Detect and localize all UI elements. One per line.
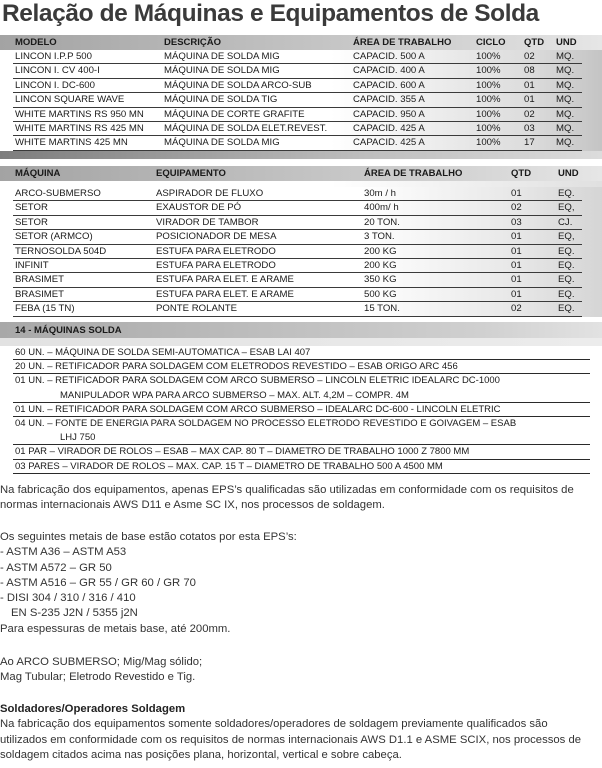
table-cell: MÁQUINA DE SOLDA MIG	[164, 51, 280, 62]
table-cell: CAPACID. 950 A	[353, 108, 425, 120]
table-cell: 03	[524, 122, 535, 134]
machines-table	[0, 35, 602, 159]
table-cell: VIRADOR DE TAMBOR	[156, 216, 259, 228]
table-cell: 01	[524, 79, 535, 91]
page-title: Relação de Máquinas e Equipamentos de Solda	[2, 0, 539, 27]
table-cell: EXAUSTOR DE PÓ	[156, 202, 242, 214]
paragraph-welders	[0, 702, 602, 763]
table-cell: 100%	[476, 94, 501, 106]
table-cell: EQ,	[558, 202, 575, 214]
header-und: UND	[558, 168, 579, 179]
header-maquina: MÁQUINA	[15, 168, 61, 179]
table-cell: CAPACID. 425 A	[353, 137, 425, 149]
header-descricao: DESCRIÇÃO	[164, 37, 222, 48]
text-line: Ao ARCO SUBMERSO; Mig/Mag sólido;	[0, 656, 203, 668]
table-cell: 01	[511, 288, 522, 300]
welding-machine-text: 60 UN. – MÁQUINA DE SOLDA SEMI-AUTOMATICA – ESAB LAI 407	[15, 347, 311, 358]
welding-machine-text: 20 UN. – RETIFICADOR PARA SOLDAGEM COM ELETRODOS REVESTIDO – ESAB ORIGO ARC 456	[15, 361, 458, 373]
welding-machine-text: MANIPULADOR WPA PARA ARCO SUBMERSO – MAX. ALT. 4,2M – COMPR. 4M	[60, 389, 409, 401]
table-cell: 100%	[476, 79, 501, 91]
table-cell: MÁQUINA DE SOLDA ELET.REVEST.	[164, 122, 328, 134]
table-cell: ESTUFA PARA ELET. E ARAME	[156, 288, 294, 300]
table-cell: 30m / h	[364, 188, 396, 199]
table-cell: 08	[524, 65, 535, 77]
text-line: normas internacionais AWS D11 e Asme SC IX, nos processos de soldagem.	[0, 499, 385, 512]
table-cell: MÁQUINA DE SOLDA ARCO-SUB	[164, 79, 312, 91]
table-cell: CAPACID. 600 A	[353, 79, 425, 91]
header-ciclo: CICLO	[476, 37, 506, 48]
table-cell: 3 TON.	[364, 231, 395, 243]
table-cell: 17	[524, 137, 535, 149]
equipment-table-header	[0, 166, 602, 181]
table-cell: FEBA (15 TN)	[15, 303, 75, 315]
machines-table-header	[0, 35, 602, 50]
table-cell: 100%	[476, 108, 501, 120]
table-cell: 01	[511, 231, 522, 243]
header-qtd: QTD	[524, 37, 545, 48]
table-cell: MQ.	[556, 122, 575, 134]
table-cell: MQ.	[556, 79, 575, 91]
text-line: Mag Tubular; Eletrodo Revestido e Tig.	[0, 671, 196, 684]
equipment-table	[0, 166, 602, 317]
machine-row	[0, 93, 602, 107]
table-cell: MÁQUINA DE SOLDA MIG	[164, 137, 280, 149]
welding-machine-item	[0, 460, 602, 474]
text-line: utilizados em conformidade com os requisitos de normas internacionais AWS D1.1 e ASME SCIX, nos processos de	[0, 733, 582, 746]
table-cell: LINCON SQUARE WAVE	[15, 94, 125, 106]
welding-machine-text: 03 PARES – VIRADOR DE ROLOS – MAX. CAP. 15 T – DIAMETRO DE TRABALHO 500 A 4500 MM	[15, 460, 443, 472]
table-cell: WHITE MARTINS RS 950 MN	[15, 108, 144, 120]
item-underline	[13, 473, 590, 474]
list-item: EN S-235 J2N / 5355 j2N	[11, 607, 138, 620]
table-cell: 02	[511, 202, 522, 214]
table-cell: MÁQUINA DE CORTE GRAFITE	[164, 108, 305, 120]
table-cell: LINCON I. CV 400-I	[15, 65, 100, 77]
header-und: UND	[556, 37, 577, 48]
table-cell: 01	[511, 259, 522, 271]
table-cell: ESTUFA PARA ELETRODO	[156, 259, 276, 271]
table-cell: POSICIONADOR DE MESA	[156, 231, 277, 243]
table-cell: EQ.	[558, 274, 575, 286]
table-cell: 350 KG	[364, 274, 397, 286]
table-cell: LINCON I. DC-600	[15, 79, 95, 91]
machines-table-body	[0, 50, 602, 151]
table-cell: 100%	[476, 122, 501, 134]
equipment-row	[0, 230, 602, 244]
text-line: Para espessuras de metais base, até 200mm.	[0, 622, 231, 635]
header-modelo: MODELO	[15, 37, 57, 48]
table-cell: MQ.	[556, 94, 575, 106]
table-cell: 01	[511, 274, 522, 286]
table-cell: EQ.	[558, 303, 575, 315]
table-cell: MQ.	[556, 137, 575, 149]
table-cell: 200 KG	[364, 259, 397, 271]
paragraph-eps	[0, 483, 602, 514]
welding-machine-text: LHJ 750	[60, 432, 96, 444]
table-cell: MÁQUINA DE SOLDA TIG	[164, 94, 278, 106]
equipment-row	[0, 288, 602, 302]
table-cell: ASPIRADOR DE FLUXO	[156, 188, 264, 199]
table-cell: ARCO-SUBMERSO	[15, 188, 101, 199]
text-line: Os seguintes metais de base estão cotatos por esta EPS’s:	[0, 531, 297, 543]
text-line: Na fabricação dos equipamentos, apenas EPS’s qualificadas são utilizadas em conformidade com os requisitos de	[0, 484, 574, 496]
paragraph-base-metals	[0, 530, 602, 637]
welding-machine-item	[0, 389, 602, 403]
welding-machine-text: 01 UN. – RETIFICADOR PARA SOLDAGEM COM ARCO SUBMERSO – LINCOLN ELETRIC IDEALARC DC-1000	[15, 375, 500, 387]
table-cell: BRASIMET	[15, 288, 65, 300]
table-cell: 400m/ h	[364, 202, 399, 214]
text-line: soldagem citados acima nas posições plana, horizontal, vertical e sobre cabeça.	[0, 748, 402, 761]
table-cell: 02	[524, 51, 535, 62]
equipment-row	[0, 187, 602, 201]
table-cell: ESTUFA PARA ELETRODO	[156, 245, 276, 257]
table-cell: EQ.	[558, 259, 575, 271]
table-cell: CAPACID. 400 A	[353, 65, 425, 77]
machine-row	[0, 108, 602, 122]
welding-machine-item	[0, 374, 602, 388]
equipment-row	[0, 259, 602, 273]
machine-row	[0, 136, 602, 150]
equipment-row	[0, 201, 602, 215]
equipment-row	[0, 273, 602, 287]
table-cell: PONTE ROLANTE	[156, 303, 238, 315]
table-cell: ESTUFA PARA ELET. E ARAME	[156, 274, 294, 286]
table-divider	[0, 151, 602, 159]
machine-row	[0, 64, 602, 78]
table-cell: 20 TON.	[364, 216, 400, 228]
welding-machine-item	[0, 445, 602, 459]
table-cell: SETOR	[15, 216, 48, 228]
table-cell: LINCON I.P.P 500	[15, 51, 92, 62]
list-item: - DISI 304 / 310 / 316 / 410	[0, 592, 136, 605]
table-cell: 100%	[476, 137, 501, 149]
table-cell: BRASIMET	[15, 274, 65, 286]
table-cell: CJ.	[558, 216, 573, 228]
welding-machine-text: 01 UN. – RETIFICADOR PARA SOLDAGEM COM ARCO SUBMERSO – IDEALARC DC-600 - LINCOLN ELETRIC	[15, 403, 501, 415]
machine-row	[0, 122, 602, 136]
row-underline	[13, 150, 582, 151]
paragraph-processes	[0, 655, 602, 686]
list-item: - ASTM A572 – GR 50	[0, 561, 112, 574]
table-cell: SETOR (ARMCO)	[15, 231, 93, 243]
text-line: Na fabricação dos equipamentos somente soldadores/operadores de soldagem previamente qualificados são	[0, 718, 548, 731]
welding-machine-text: 04 UN. – FONTE DE ENERGIA PARA SOLDAGEM NO PROCESSO ELETRODO REVESTIDO E GOIVAGEM – ESAB	[15, 417, 517, 429]
table-cell: 02	[511, 303, 522, 315]
table-cell: EQ,	[558, 231, 575, 243]
table-cell: CAPACID. 500 A	[353, 51, 425, 62]
welding-machine-item	[0, 403, 602, 417]
table-cell: 500 KG	[364, 288, 397, 300]
table-cell: 02	[524, 108, 535, 120]
table-cell: SETOR	[15, 202, 48, 214]
table-cell: MQ.	[556, 108, 575, 120]
table-cell: 03	[511, 216, 522, 228]
header-equipamento: EQUIPAMENTO	[156, 168, 226, 179]
table-cell: EQ.	[558, 245, 575, 257]
table-cell: EQ.	[558, 288, 575, 300]
table-cell: CAPACID. 425 A	[353, 122, 425, 134]
section-spacer	[0, 338, 602, 346]
table-cell: EQ.	[558, 188, 575, 199]
machine-row	[0, 50, 602, 64]
list-item: - ASTM A516 – GR 55 / GR 60 / GR 70	[0, 576, 196, 589]
table-cell: 01	[524, 94, 535, 106]
welding-machines-header	[0, 322, 602, 338]
welding-machine-item	[0, 346, 602, 360]
table-cell: MQ.	[556, 65, 575, 77]
table-cell: WHITE MARTINS RS 425 MN	[15, 122, 144, 134]
welding-machine-item	[0, 360, 602, 374]
equipment-row	[0, 302, 602, 316]
welding-machine-text: 01 PAR – VIRADOR DE ROLOS – ESAB – MAX CAP. 80 T – DIAMETRO DE TRABALHO 1000 Z 7800 MM	[15, 446, 470, 458]
table-cell: MQ.	[556, 51, 575, 62]
row-underline	[13, 316, 582, 317]
welding-machines-list	[0, 346, 602, 474]
equipment-row	[0, 216, 602, 230]
header-qtd: QTD	[511, 168, 532, 179]
header-area: ÁREA DE TRABALHO	[353, 37, 452, 48]
welding-machines-title: 14 - MÁQUINAS SOLDA	[15, 325, 122, 336]
welding-machine-item	[0, 431, 602, 445]
table-cell: WHITE MARTINS 425 MN	[15, 137, 128, 149]
table-cell: 100%	[476, 65, 501, 77]
table-cell: MÁQUINA DE SOLDA MIG	[164, 65, 280, 77]
table-cell: 01	[511, 188, 522, 199]
equipment-table-body	[0, 187, 602, 317]
table-cell: 100%	[476, 51, 501, 62]
table-cell: 01	[511, 245, 522, 257]
list-item: - ASTM A36 – ASTM A53	[0, 546, 127, 559]
table-cell: CAPACID. 355 A	[353, 94, 425, 106]
machine-row	[0, 79, 602, 93]
welding-machine-item	[0, 417, 602, 431]
table-cell: 200 KG	[364, 245, 397, 257]
table-cell: TERNOSOLDA 504D	[15, 245, 107, 257]
table-cell: INFINIT	[15, 259, 49, 271]
equipment-row	[0, 245, 602, 259]
header-area: ÁREA DE TRABALHO	[364, 168, 463, 179]
table-cell: 15 TON.	[364, 303, 400, 315]
section-heading: Soldadores/Operadores Soldagem	[0, 703, 186, 715]
